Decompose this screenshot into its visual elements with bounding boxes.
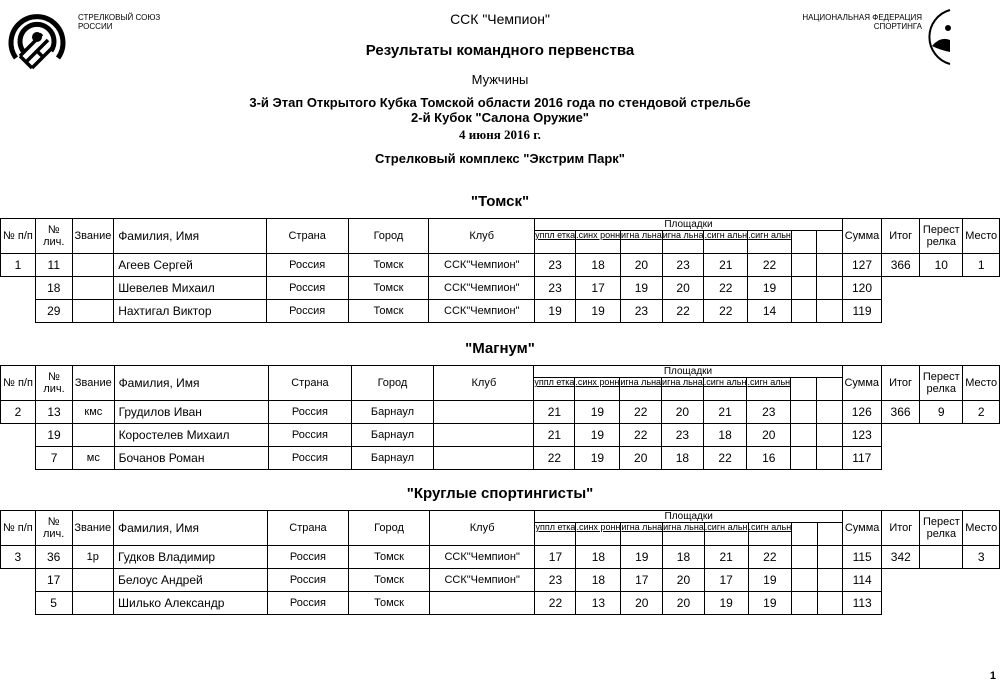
col-sum: Сумма: [842, 511, 881, 546]
sum: 117: [842, 447, 881, 470]
right-org-line1: НАЦИОНАЛЬНАЯ ФЕДЕРАЦИЯ: [802, 13, 922, 22]
score: 18: [663, 546, 705, 569]
platform-8: [817, 523, 842, 546]
col-rank: Звание: [72, 511, 113, 546]
score: 19: [535, 300, 576, 323]
col-shootoff: Перест релка: [920, 511, 963, 546]
team-title: "Круглые спортингисты": [406, 485, 594, 502]
team-title: "Магнум": [465, 340, 535, 357]
lic: 17: [35, 569, 72, 592]
score: 22: [748, 254, 792, 277]
col-rank: Звание: [72, 219, 113, 254]
city: Томск: [348, 277, 429, 300]
rank: кмс: [73, 401, 115, 424]
score: 20: [663, 592, 705, 615]
city: Барнаул: [351, 447, 434, 470]
lic: 29: [35, 300, 72, 323]
lic: 11: [35, 254, 72, 277]
score: 19: [748, 277, 792, 300]
platform-6: .сигн альн: [747, 378, 791, 401]
col-country: Страна: [269, 366, 351, 401]
score-empty: [817, 569, 842, 592]
score-empty: [816, 424, 842, 447]
score: 19: [748, 569, 792, 592]
col-lic: № лич.: [35, 511, 72, 546]
category: Мужчины: [471, 72, 529, 87]
rank: мс: [73, 447, 115, 470]
score-empty: [816, 401, 842, 424]
platform-1: уппл етка: [534, 378, 575, 401]
score-empty: [791, 447, 817, 470]
score: 20: [662, 401, 704, 424]
sum: 115: [842, 546, 881, 569]
country: Россия: [269, 447, 351, 470]
shootoff: 10: [920, 254, 963, 277]
score: 20: [747, 424, 791, 447]
score: 22: [748, 546, 792, 569]
sum: 114: [842, 569, 881, 592]
col-total: Итог: [882, 219, 920, 254]
col-place: Место: [963, 511, 1000, 546]
score: 23: [535, 254, 576, 277]
table-row: [1, 546, 1000, 569]
col-club: Клуб: [429, 219, 535, 254]
sum: 126: [842, 401, 881, 424]
team-results-table: [0, 510, 1000, 615]
col-country: Страна: [267, 511, 349, 546]
table-row: [1, 592, 1000, 615]
rank: [72, 569, 113, 592]
col-total: Итог: [882, 511, 920, 546]
lic: 18: [35, 277, 72, 300]
score-empty: [791, 277, 816, 300]
country: Россия: [266, 254, 348, 277]
col-platforms: Площадки: [534, 366, 842, 378]
lic: 36: [35, 546, 72, 569]
platform-8: [816, 378, 842, 401]
sum: 123: [842, 424, 881, 447]
platform-3: игна льна: [620, 378, 662, 401]
athlete-name: Агеев Сергей: [114, 254, 267, 277]
event-date: 4 июня 2016 г.: [459, 127, 541, 142]
col-city: Город: [349, 511, 430, 546]
score-empty: [791, 424, 817, 447]
score: 18: [576, 254, 621, 277]
score: 20: [620, 447, 662, 470]
platform-5: .сигн альн: [704, 231, 748, 254]
score: 20: [663, 569, 705, 592]
platform-7: [792, 523, 817, 546]
page-number: 1: [989, 670, 996, 682]
score: 22: [620, 424, 662, 447]
team-total: 366: [882, 401, 920, 424]
platform-1: уппл етка: [535, 231, 576, 254]
score: 21: [703, 401, 747, 424]
athlete-name: Шилько Александр: [114, 592, 268, 615]
col-city: Город: [348, 219, 429, 254]
score: 19: [576, 300, 621, 323]
athlete-name: Нахтигал Виктор: [114, 300, 267, 323]
score: 17: [704, 569, 748, 592]
platform-5: .сигн альн: [704, 523, 748, 546]
right-org-line2: СПОРТИНГА: [873, 22, 922, 31]
team-title: "Томск": [470, 193, 530, 210]
col-lic: № лич.: [36, 366, 73, 401]
score: 20: [621, 254, 663, 277]
score: 22: [535, 592, 576, 615]
col-place: Место: [963, 366, 1000, 401]
col-shootoff: Перест релка: [920, 366, 963, 401]
country: Россия: [267, 592, 349, 615]
page-title: Результаты командного первенства: [365, 42, 635, 59]
table-row: [1, 424, 1000, 447]
score-empty: [817, 277, 842, 300]
club: [429, 592, 535, 615]
club: [434, 447, 534, 470]
platform-4: игна льна: [663, 523, 705, 546]
team-num: 1: [1, 254, 36, 277]
score: 19: [575, 447, 620, 470]
score: 22: [662, 300, 704, 323]
club: [434, 401, 534, 424]
score-empty: [792, 592, 817, 615]
event-line1: 3-й Этап Открытого Кубка Томской области 2016 года по стендовой стрельбе: [249, 95, 751, 110]
sum: 119: [842, 300, 881, 323]
athlete-name: Шевелев Михаил: [114, 277, 267, 300]
score-empty: [816, 447, 842, 470]
score-empty: [791, 401, 817, 424]
score: 23: [535, 569, 576, 592]
table-header: [1, 511, 1000, 523]
place: 2: [963, 401, 1000, 424]
col-num: № п/п: [1, 219, 36, 254]
team-total: 366: [882, 254, 920, 277]
col-sum: Сумма: [842, 219, 881, 254]
score-empty: [817, 254, 842, 277]
score: 17: [576, 277, 621, 300]
score: 14: [748, 300, 792, 323]
score-empty: [817, 546, 842, 569]
col-name: Фамилия, Имя: [114, 219, 267, 254]
left-org-line1: СТРЕЛКОВЫЙ СОЮЗ: [78, 13, 161, 22]
club-title: ССК "Чемпион": [450, 11, 550, 27]
score: 22: [620, 401, 662, 424]
venue: Стрелковый комплекс "Экстрим Парк": [375, 151, 625, 166]
city: Томск: [349, 569, 430, 592]
place: 1: [963, 254, 1000, 277]
team-num: 3: [1, 546, 36, 569]
score: 18: [703, 424, 747, 447]
team-num: 2: [1, 401, 36, 424]
score: 22: [534, 447, 575, 470]
score: 23: [662, 254, 704, 277]
score: 21: [704, 546, 748, 569]
platform-2: .синх ронн: [576, 523, 621, 546]
platform-3: игна льна: [621, 231, 663, 254]
lic: 5: [35, 592, 72, 615]
score: 20: [621, 592, 663, 615]
sum: 120: [842, 277, 881, 300]
platform-2: .синх ронн: [576, 231, 621, 254]
col-platforms: Площадки: [535, 219, 843, 231]
athlete-name: Грудилов Иван: [114, 401, 269, 424]
score: 18: [662, 447, 704, 470]
platform-8: [817, 231, 842, 254]
platform-6: .сигн альн: [748, 231, 792, 254]
table-row: [1, 447, 1000, 470]
score-empty: [792, 546, 817, 569]
score: 23: [621, 300, 663, 323]
score: 23: [747, 401, 791, 424]
city: Томск: [348, 254, 429, 277]
club: ССК"Чемпион": [429, 254, 535, 277]
score: 22: [704, 277, 748, 300]
club: [434, 424, 534, 447]
col-club: Клуб: [429, 511, 535, 546]
club: ССК"Чемпион": [429, 300, 535, 323]
score: 22: [704, 300, 748, 323]
col-num: № п/п: [1, 366, 36, 401]
club: ССК"Чемпион": [429, 546, 535, 569]
platform-4: игна льна: [662, 231, 704, 254]
lic: 19: [36, 424, 73, 447]
platform-4: игна льна: [662, 378, 704, 401]
city: Томск: [348, 300, 429, 323]
platform-7: [791, 378, 817, 401]
athlete-name: Бочанов Роман: [114, 447, 269, 470]
platform-2: .синх ронн: [575, 378, 620, 401]
country: Россия: [267, 546, 349, 569]
city: Томск: [349, 546, 430, 569]
table-row: [1, 300, 1000, 323]
col-name: Фамилия, Имя: [114, 511, 268, 546]
score: 19: [621, 546, 663, 569]
score: 16: [747, 447, 791, 470]
score: 19: [748, 592, 792, 615]
table-row: [1, 254, 1000, 277]
country: Россия: [267, 569, 349, 592]
shootoff: [920, 546, 963, 569]
team-results-table: [0, 218, 1000, 323]
score-empty: [792, 569, 817, 592]
country: Россия: [269, 401, 351, 424]
platform-7: [791, 231, 816, 254]
col-lic: № лич.: [35, 219, 72, 254]
score: 21: [534, 424, 575, 447]
col-rank: Звание: [73, 366, 115, 401]
col-shootoff: Перест релка: [920, 219, 963, 254]
col-platforms: Площадки: [535, 511, 842, 523]
score: 21: [534, 401, 575, 424]
col-name: Фамилия, Имя: [114, 366, 269, 401]
country: Россия: [266, 277, 348, 300]
table-row: [1, 401, 1000, 424]
table-header: [1, 366, 1000, 378]
score: 19: [575, 424, 620, 447]
rank: 1р: [72, 546, 113, 569]
score: 13: [576, 592, 621, 615]
country: Россия: [269, 424, 351, 447]
lic: 7: [36, 447, 73, 470]
score: 18: [576, 546, 621, 569]
score: 23: [662, 424, 704, 447]
score: 19: [704, 592, 748, 615]
athlete-name: Гудков Владимир: [114, 546, 268, 569]
club: ССК"Чемпион": [429, 569, 535, 592]
city: Барнаул: [351, 424, 434, 447]
score: 17: [535, 546, 576, 569]
score-empty: [791, 254, 816, 277]
city: Томск: [349, 592, 430, 615]
col-city: Город: [351, 366, 434, 401]
table-header: [1, 219, 1000, 231]
club: ССК"Чемпион": [429, 277, 535, 300]
rank: [72, 277, 113, 300]
event-line2: 2-й Кубок "Салона Оружие": [411, 110, 589, 125]
score: 19: [621, 277, 663, 300]
shootoff: 9: [920, 401, 963, 424]
rank: [72, 592, 113, 615]
platform-6: .сигн альн: [748, 523, 792, 546]
platform-5: .сигн альн: [703, 378, 747, 401]
country: Россия: [266, 300, 348, 323]
score: 18: [576, 569, 621, 592]
place: 3: [963, 546, 1000, 569]
score-empty: [817, 300, 842, 323]
athlete-name: Коростелев Михаил: [114, 424, 269, 447]
city: Барнаул: [351, 401, 434, 424]
sum: 113: [842, 592, 881, 615]
col-total: Итог: [882, 366, 920, 401]
col-country: Страна: [266, 219, 348, 254]
score: 23: [535, 277, 576, 300]
score: 22: [703, 447, 747, 470]
athlete-name: Белоус Андрей: [114, 569, 268, 592]
rank: [73, 424, 115, 447]
team-total: 342: [882, 546, 920, 569]
col-club: Клуб: [434, 366, 534, 401]
score: 19: [575, 401, 620, 424]
col-place: Место: [963, 219, 1000, 254]
score: 17: [621, 569, 663, 592]
lic: 13: [36, 401, 73, 424]
rank: [72, 254, 113, 277]
score: 20: [662, 277, 704, 300]
score: 21: [704, 254, 748, 277]
col-sum: Сумма: [842, 366, 881, 401]
table-row: [1, 569, 1000, 592]
score-empty: [817, 592, 842, 615]
team-results-table: [0, 365, 1000, 470]
platform-1: уппл етка: [535, 523, 576, 546]
sum: 127: [842, 254, 881, 277]
rank: [72, 300, 113, 323]
score-empty: [791, 300, 816, 323]
table-row: [1, 277, 1000, 300]
left-org-line2: РОССИИ: [78, 22, 113, 31]
platform-3: игна льна: [621, 523, 663, 546]
col-num: № п/п: [1, 511, 36, 546]
